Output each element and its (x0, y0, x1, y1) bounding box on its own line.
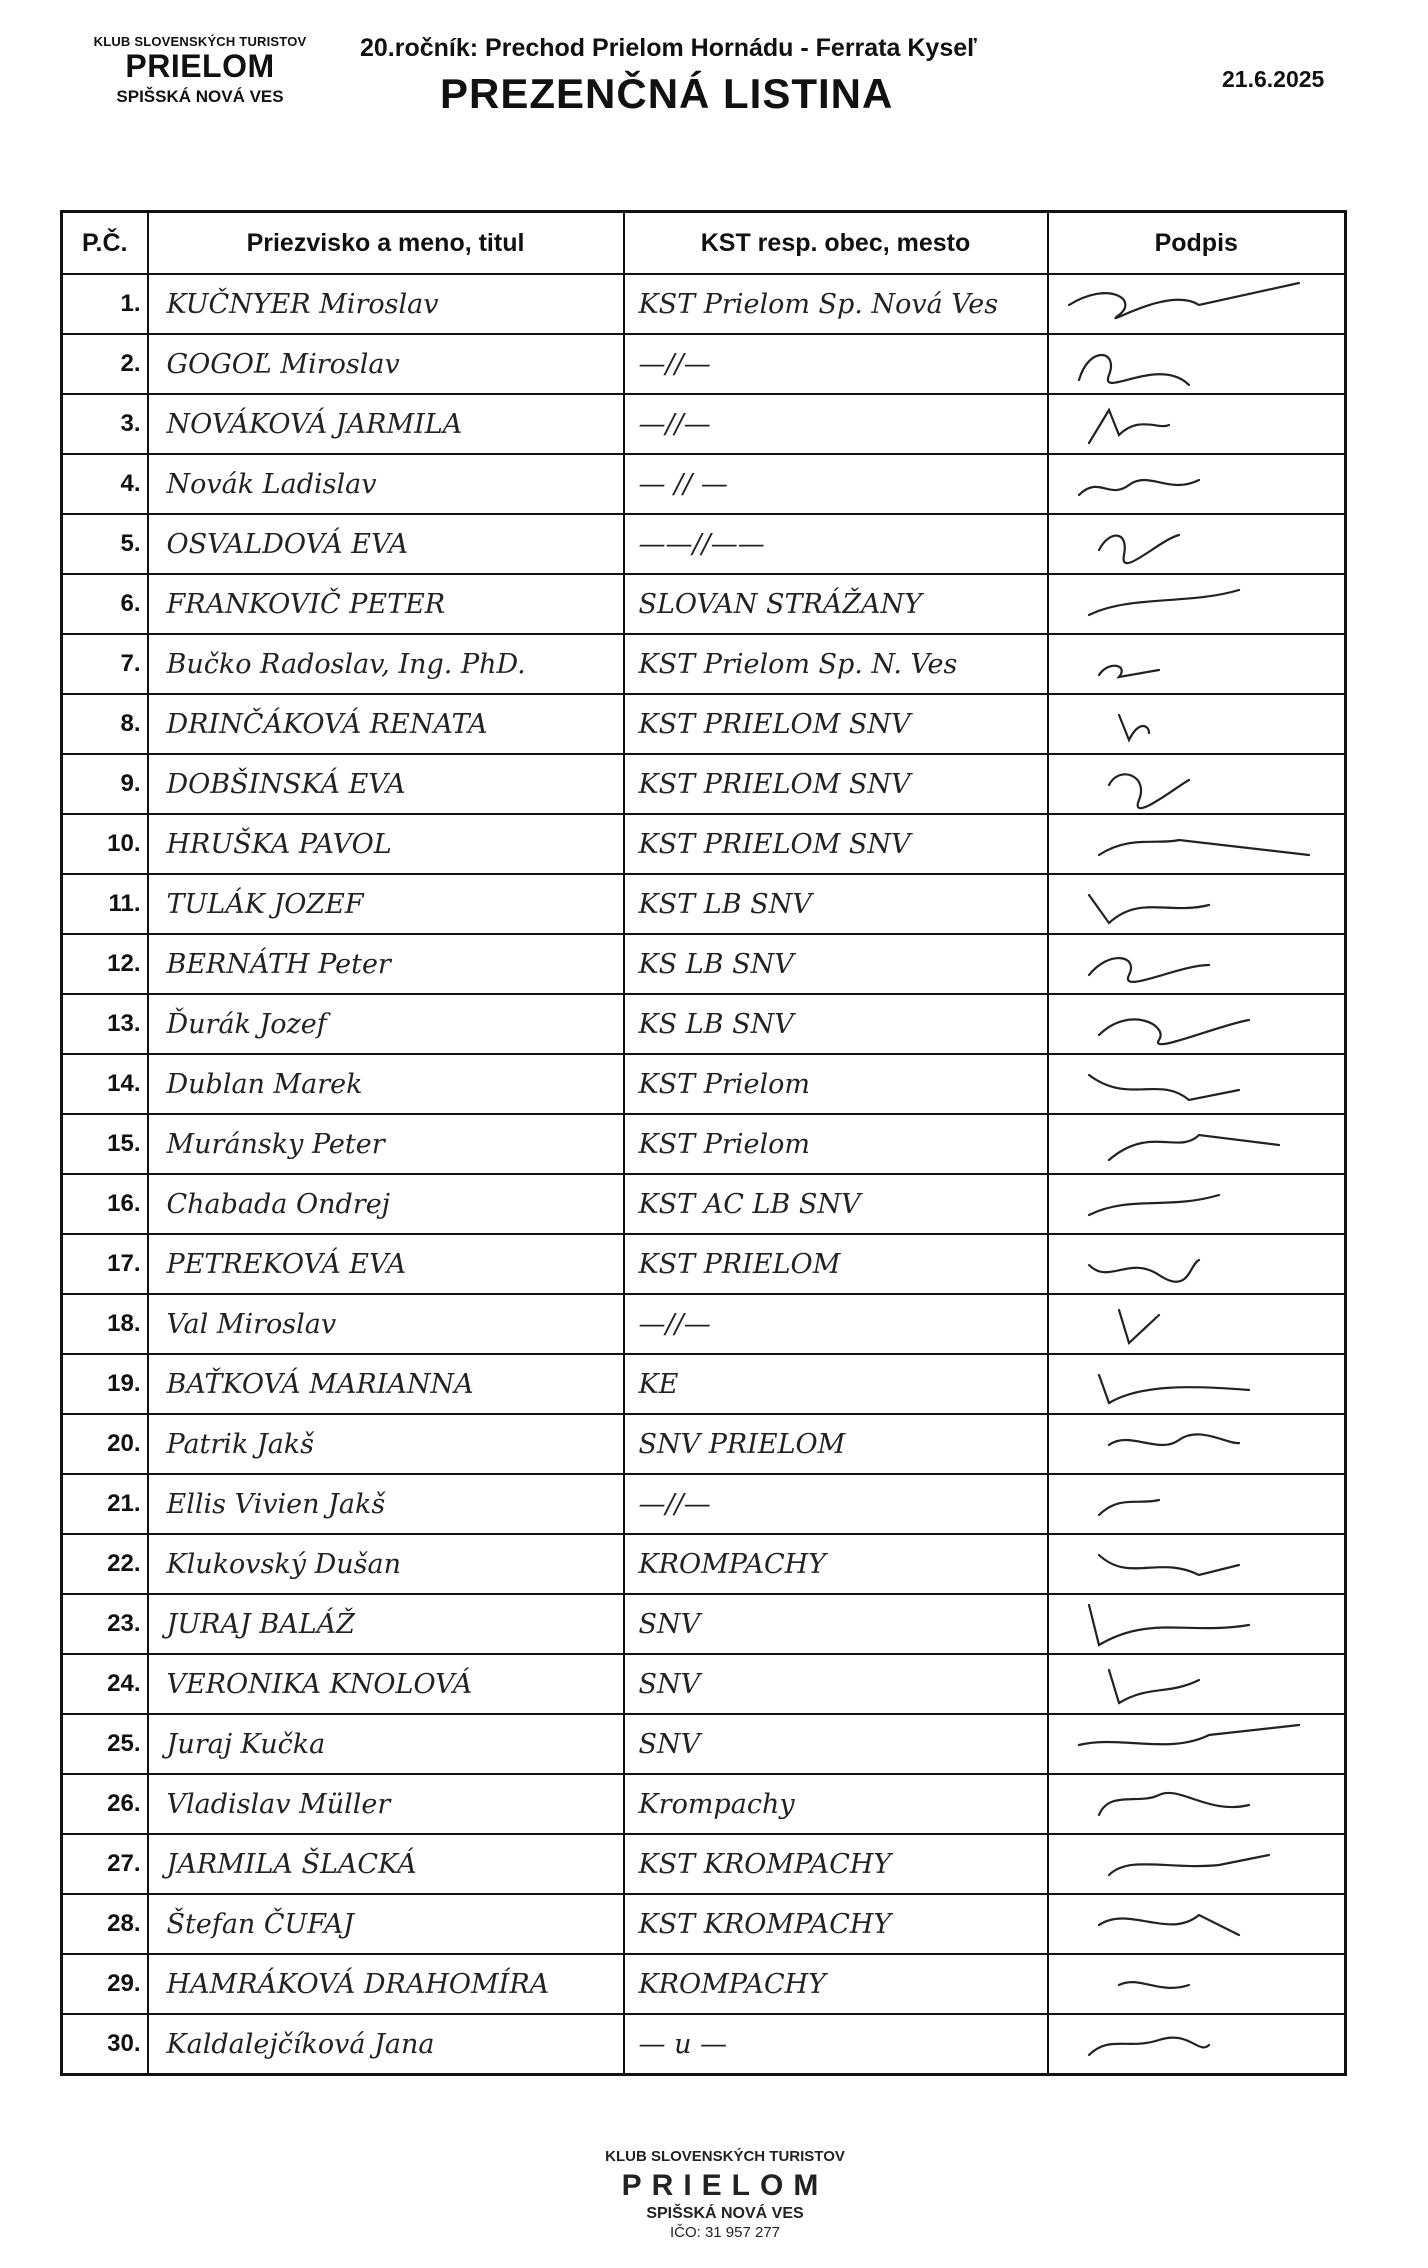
row-number: 26. (62, 1774, 148, 1834)
row-number: 17. (62, 1234, 148, 1294)
participant-club: KROMPACHY (624, 1534, 1048, 1594)
table-row (62, 1534, 1346, 1594)
participant-club: SNV (624, 1654, 1048, 1714)
row-number: 20. (62, 1414, 148, 1474)
row-number: 3. (62, 394, 148, 454)
participant-club: KST KROMPACHY (624, 1894, 1048, 1954)
participant-name: VERONIKA KNOLOVÁ (148, 1654, 624, 1714)
table-row (62, 1954, 1346, 2014)
participant-signature (1048, 1054, 1346, 1114)
participant-club: KST Prielom (624, 1054, 1048, 1114)
participant-club: KST PRIELOM SNV (624, 694, 1048, 754)
participant-signature (1048, 1234, 1346, 1294)
signature-scribble (1049, 935, 1343, 993)
table-row (62, 394, 1346, 454)
participant-signature (1048, 1594, 1346, 1654)
row-number: 12. (62, 934, 148, 994)
participant-club: KST KROMPACHY (624, 1834, 1048, 1894)
participant-name: Ďurák Jozef (148, 994, 624, 1054)
table-row (62, 754, 1346, 814)
participant-club: KST Prielom Sp. N. Ves (624, 634, 1048, 694)
signature-scribble (1049, 815, 1343, 873)
row-number: 8. (62, 694, 148, 754)
participant-signature (1048, 1954, 1346, 2014)
row-number: 5. (62, 514, 148, 574)
participant-name: KUČNYER Miroslav (148, 274, 624, 334)
table-row (62, 574, 1346, 634)
col-header-number: P.Č. (62, 212, 148, 275)
row-number: 23. (62, 1594, 148, 1654)
participant-club: KE (624, 1354, 1048, 1414)
table-row (62, 1834, 1346, 1894)
signature-scribble (1049, 2015, 1343, 2073)
table-row (62, 454, 1346, 514)
participant-club: —//— (624, 1474, 1048, 1534)
signature-scribble (1049, 1415, 1343, 1473)
participant-club: KST LB SNV (624, 874, 1048, 934)
table-row (62, 1474, 1346, 1534)
participant-signature (1048, 274, 1346, 334)
club-city: SPIŠSKÁ NOVÁ VES (116, 87, 284, 106)
row-number: 1. (62, 274, 148, 334)
signature-scribble (1049, 1775, 1343, 1833)
participant-signature (1048, 874, 1346, 934)
club-stamp (605, 2148, 845, 2241)
participant-signature (1048, 754, 1346, 814)
signature-scribble (1049, 275, 1343, 333)
participant-club: —//— (624, 394, 1048, 454)
participant-signature (1048, 454, 1346, 514)
participant-club: SNV (624, 1714, 1048, 1774)
row-number: 10. (62, 814, 148, 874)
participant-name: OSVALDOVÁ EVA (148, 514, 624, 574)
participant-signature (1048, 1534, 1346, 1594)
participant-signature (1048, 1654, 1346, 1714)
stamp-name: PRIELOM (621, 2169, 829, 2202)
signature-scribble (1049, 395, 1343, 453)
signature-scribble (1049, 515, 1343, 573)
participant-signature (1048, 514, 1346, 574)
participant-signature (1048, 1414, 1346, 1474)
participant-name: DRINČÁKOVÁ RENATA (148, 694, 624, 754)
participant-name: JARMILA ŠLACKÁ (148, 1834, 624, 1894)
row-number: 28. (62, 1894, 148, 1954)
row-number: 6. (62, 574, 148, 634)
participant-club: SLOVAN STRÁŽANY (624, 574, 1048, 634)
signature-scribble (1049, 1295, 1343, 1353)
signature-scribble (1049, 575, 1343, 633)
participant-club: —//— (624, 1294, 1048, 1354)
signature-scribble (1049, 695, 1343, 753)
participant-club: KST AC LB SNV (624, 1174, 1048, 1234)
participant-name: Ellis Vivien Jakš (148, 1474, 624, 1534)
signature-scribble (1049, 1355, 1343, 1413)
participant-name: DOBŠINSKÁ EVA (148, 754, 624, 814)
participant-name: Štefan ČUFAJ (148, 1894, 624, 1954)
participant-club: KROMPACHY (624, 1954, 1048, 2014)
table-row (62, 994, 1346, 1054)
row-number: 14. (62, 1054, 148, 1114)
table-row (62, 334, 1346, 394)
table-row (62, 694, 1346, 754)
participant-name: PETREKOVÁ EVA (148, 1234, 624, 1294)
participant-name: Novák Ladislav (148, 454, 624, 514)
participant-club: KST PRIELOM (624, 1234, 1048, 1294)
row-number: 29. (62, 1954, 148, 2014)
participant-club: ——//—— (624, 514, 1048, 574)
table-body (62, 274, 1346, 2075)
participant-signature (1048, 1774, 1346, 1834)
participant-signature (1048, 574, 1346, 634)
participant-signature (1048, 694, 1346, 754)
participant-name: Vladislav Müller (148, 1774, 624, 1834)
participant-name: Juraj Kučka (148, 1714, 624, 1774)
table-row (62, 1414, 1346, 1474)
table-row (62, 1774, 1346, 1834)
row-number: 22. (62, 1534, 148, 1594)
table-row (62, 1114, 1346, 1174)
table-row (62, 1234, 1346, 1294)
participant-name: Muránsky Peter (148, 1114, 624, 1174)
participant-club: KST Prielom (624, 1114, 1048, 1174)
table-row (62, 514, 1346, 574)
participant-club: SNV PRIELOM (624, 1414, 1048, 1474)
row-number: 2. (62, 334, 148, 394)
participant-signature (1048, 394, 1346, 454)
col-header-name: Priezvisko a meno, titul (148, 212, 624, 275)
participant-name: Bučko Radoslav, Ing. PhD. (148, 634, 624, 694)
club-line1: KLUB SLOVENSKÝCH TURISTOV (93, 34, 307, 49)
table-row (62, 1054, 1346, 1114)
table-row (62, 1294, 1346, 1354)
stamp-ico: IČO: 31 957 277 (669, 2224, 781, 2241)
participant-club: —//— (624, 334, 1048, 394)
participant-club: SNV (624, 1594, 1048, 1654)
participant-signature (1048, 814, 1346, 874)
participant-signature (1048, 1894, 1346, 1954)
participant-name: HAMRÁKOVÁ DRAHOMÍRA (148, 1954, 624, 2014)
participant-signature (1048, 994, 1346, 1054)
participant-name: TULÁK JOZEF (148, 874, 624, 934)
participant-club: — u — (624, 2014, 1048, 2075)
row-number: 7. (62, 634, 148, 694)
row-number: 4. (62, 454, 148, 514)
participant-name: BAŤKOVÁ MARIANNA (148, 1354, 624, 1414)
participant-signature (1048, 934, 1346, 994)
row-number: 21. (62, 1474, 148, 1534)
signature-scribble (1049, 335, 1343, 393)
club-name: PRIELOM (125, 48, 275, 84)
participant-club: Krompachy (624, 1774, 1048, 1834)
row-number: 27. (62, 1834, 148, 1894)
row-number: 9. (62, 754, 148, 814)
row-number: 13. (62, 994, 148, 1054)
participant-signature (1048, 334, 1346, 394)
participant-signature (1048, 1174, 1346, 1234)
table-row (62, 1654, 1346, 1714)
participant-club: KS LB SNV (624, 934, 1048, 994)
participant-name: Chabada Ondrej (148, 1174, 624, 1234)
participant-name: Klukovský Dušan (148, 1534, 624, 1594)
signature-scribble (1049, 1055, 1343, 1113)
participant-signature (1048, 1294, 1346, 1354)
participant-name: BERNÁTH Peter (148, 934, 624, 994)
row-number: 24. (62, 1654, 148, 1714)
participant-name: NOVÁKOVÁ JARMILA (148, 394, 624, 454)
signature-scribble (1049, 455, 1343, 513)
signature-scribble (1049, 1595, 1343, 1653)
participant-signature (1048, 1474, 1346, 1534)
attendance-table (60, 210, 1347, 2076)
table-row (62, 1594, 1346, 1654)
participant-name: HRUŠKA PAVOL (148, 814, 624, 874)
row-number: 18. (62, 1294, 148, 1354)
participant-name: JURAJ BALÁŽ (148, 1594, 624, 1654)
table-row (62, 1354, 1346, 1414)
signature-scribble (1049, 635, 1343, 693)
table-row (62, 2014, 1346, 2075)
table-row (62, 1894, 1346, 1954)
participant-name: Patrik Jakš (148, 1414, 624, 1474)
participant-signature (1048, 1714, 1346, 1774)
col-header-club: KST resp. obec, mesto (624, 212, 1048, 275)
participant-club: — // — (624, 454, 1048, 514)
signature-scribble (1049, 1475, 1343, 1533)
table-row (62, 814, 1346, 874)
table-row (62, 874, 1346, 934)
signature-scribble (1049, 1655, 1343, 1713)
participant-signature (1048, 634, 1346, 694)
participant-name: GOGOĽ Miroslav (148, 334, 624, 394)
participant-name: Dublan Marek (148, 1054, 624, 1114)
signature-scribble (1049, 1835, 1343, 1893)
row-number: 30. (62, 2014, 148, 2075)
row-number: 25. (62, 1714, 148, 1774)
participant-club: KST PRIELOM SNV (624, 754, 1048, 814)
participant-signature (1048, 1834, 1346, 1894)
table-row (62, 934, 1346, 994)
participant-signature (1048, 1354, 1346, 1414)
signature-scribble (1049, 1115, 1343, 1173)
signature-scribble (1049, 1715, 1343, 1773)
signature-scribble (1049, 995, 1343, 1053)
row-number: 11. (62, 874, 148, 934)
signature-scribble (1049, 1175, 1343, 1233)
signature-scribble (1049, 1535, 1343, 1593)
participant-club: KST PRIELOM SNV (624, 814, 1048, 874)
event-date: 21.6.2025 (1222, 66, 1325, 92)
signature-scribble (1049, 875, 1343, 933)
participant-name: Kaldalejčíková Jana (148, 2014, 624, 2075)
participant-name: FRANKOVIČ PETER (148, 574, 624, 634)
row-number: 19. (62, 1354, 148, 1414)
table-row (62, 1174, 1346, 1234)
row-number: 16. (62, 1174, 148, 1234)
participant-club: KS LB SNV (624, 994, 1048, 1054)
stamp-city: SPIŠSKÁ NOVÁ VES (646, 2205, 804, 2222)
participant-name: Val Miroslav (148, 1294, 624, 1354)
signature-scribble (1049, 1955, 1343, 2013)
table-header-row (62, 212, 1346, 275)
participant-club: KST Prielom Sp. Nová Ves (624, 274, 1048, 334)
row-number: 15. (62, 1114, 148, 1174)
signature-scribble (1049, 1895, 1343, 1953)
stamp-line1: KLUB SLOVENSKÝCH TURISTOV (605, 2148, 845, 2165)
page-title: PREZENČNÁ LISTINA (440, 70, 894, 117)
table-row (62, 274, 1346, 334)
signature-scribble (1049, 1235, 1343, 1293)
participant-signature (1048, 2014, 1346, 2075)
signature-scribble (1049, 755, 1343, 813)
club-logo-block (60, 34, 340, 107)
col-header-signature: Podpis (1048, 212, 1346, 275)
participant-signature (1048, 1114, 1346, 1174)
table-row (62, 1714, 1346, 1774)
event-title: 20.ročník: Prechod Prielom Hornádu - Ferrata Kyseľ (360, 34, 977, 62)
table-row (62, 634, 1346, 694)
